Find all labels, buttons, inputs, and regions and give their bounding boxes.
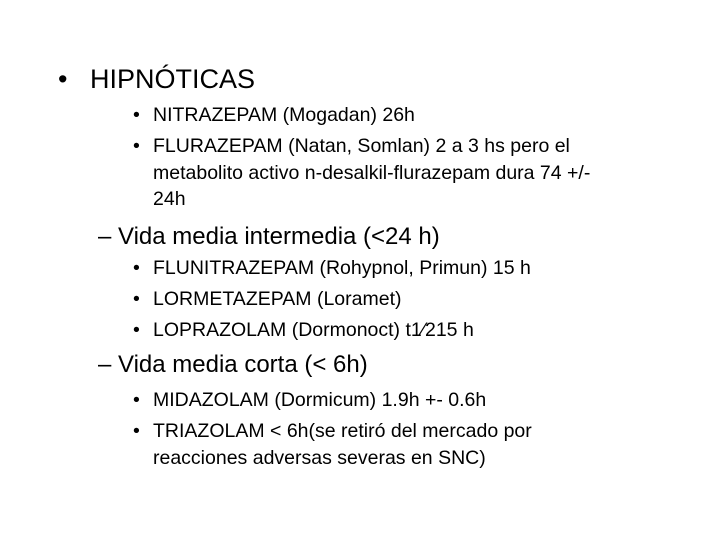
list-item-text: NITRAZEPAM (Mogadan) 26h: [153, 104, 415, 126]
heading-text: HIPNÓTICAS: [90, 64, 256, 94]
section-heading-short: – Vida media corta (< 6h): [98, 351, 368, 378]
list-item-continuation: 24h: [153, 188, 186, 210]
list-item-text: LOPRAZOLAM (Dormonoct) t1⁄215 h: [153, 319, 474, 341]
list-item-flurazepam: [133, 137, 570, 157]
section-heading-intermediate: – Vida media intermedia (<24 h): [98, 223, 440, 250]
list-item-triazolam: [133, 422, 532, 442]
bullet-dot: •: [133, 389, 140, 411]
list-item-lormetazepam: [133, 290, 401, 310]
bullet-dot: •: [58, 64, 68, 94]
bullet-dot: •: [133, 420, 140, 442]
list-item-continuation: metabolito activo n-desalkil-flurazepam dura 74 +/-: [153, 162, 591, 184]
list-item-text: LORMETAZEPAM (Loramet): [153, 288, 402, 310]
bullet-dot: •: [133, 257, 140, 279]
list-item-continuation: reacciones adversas severas en SNC): [153, 447, 486, 469]
bullet-dot: •: [133, 135, 140, 157]
list-item-nitrazepam: [133, 106, 415, 126]
list-item-text: FLURAZEPAM (Natan, Somlan) 2 a 3 hs pero el: [153, 135, 570, 157]
list-item-loprazolam: [133, 321, 474, 341]
bullet-dot: •: [133, 104, 140, 126]
heading: [58, 66, 255, 93]
list-item-midazolam: [133, 391, 486, 411]
list-item-flunitrazepam: [133, 259, 531, 279]
list-item-text: MIDAZOLAM (Dormicum) 1.9h +- 0.6h: [153, 389, 487, 411]
list-item-text: FLUNITRAZEPAM (Rohypnol, Primun) 15 h: [153, 257, 531, 279]
bullet-dot: •: [133, 319, 140, 341]
list-item-text: TRIAZOLAM < 6h(se retiró del mercado por: [153, 420, 532, 442]
bullet-dot: •: [133, 288, 140, 310]
